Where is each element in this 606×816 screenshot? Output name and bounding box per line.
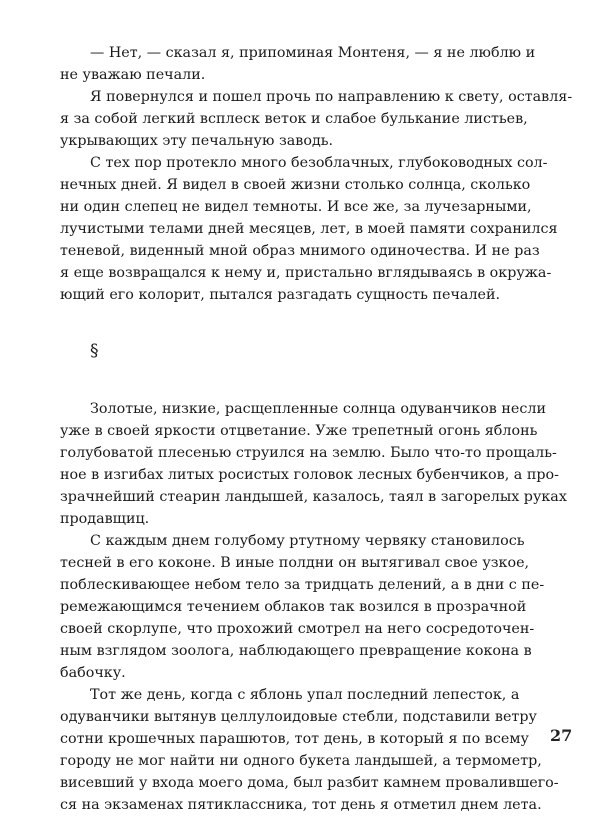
text-line: голубоватой плесенью струился на землю. Было что-то прощаль-	[60, 445, 557, 461]
text-line: нечных дней. Я видел в своей жизни столько солнца, сколько	[60, 177, 531, 193]
text-line: своей скорлупе, что прохожий смотрел на него сосредоточен-	[60, 621, 535, 637]
text-line: Я повернулся и пошел прочь по направлению к свету, оставля-	[90, 89, 573, 105]
text-line: я за собой легкий всплеск веток и слабое булькание листьев,	[60, 111, 528, 127]
paragraph-5	[60, 530, 545, 684]
text-line: уже в своей яркости отцветание. Уже трепетный огонь яблонь	[60, 423, 538, 439]
text-line: поблескивающее небом тело за тридцать делений, а в дни с пе-	[60, 577, 545, 593]
text-line: ремежающимся течением облаков так возился в прозрачной	[60, 599, 527, 615]
text-line: не уважаю печали.	[60, 67, 206, 83]
text-line: лучистыми телами дней месяцев, лет, в моей памяти сохранился	[60, 221, 558, 237]
paragraph-6	[60, 684, 559, 816]
paragraph-3	[60, 152, 558, 306]
text-line: зрачнейший стеарин ландышей, казалось, таял в загорелых руках	[60, 489, 567, 505]
text-line: — Нет, — сказал я, припоминая Монтеня, — я не люблю и	[90, 45, 536, 61]
text-line: я еще возвращался к нему и, пристально вглядываясь в окружа-	[60, 265, 552, 281]
text-line: висевший у входа моего дома, был разбит камнем провалившего-	[60, 775, 559, 791]
text-line: бабочку.	[60, 665, 126, 681]
text-line: ни один слепец не видел темноты. И все же, за лучезарными,	[60, 199, 532, 215]
text-line: С тех пор протекло много безоблачных, глубоководных сол-	[90, 155, 548, 171]
text-line: тесней в его коконе. В иные полдни он вытягивал свое узкое,	[60, 555, 530, 571]
text-line: С каждым днем голубому ртутному червяку становилось	[90, 533, 525, 549]
text-line: ное в изгибах литых росистых головок лесных бубенчиков, а про-	[60, 467, 559, 483]
text-line: городу не мог найти ни одного букета ландышей, а термометр,	[60, 753, 542, 769]
text-line: одуванчики вытянув целлулоидовые стебли, подставили ветру	[60, 709, 537, 725]
section-mark: §	[90, 341, 99, 361]
page-number: 27	[550, 726, 573, 745]
paragraph-1	[60, 42, 536, 86]
paragraph-2	[60, 86, 573, 152]
text-line: ным взглядом зоолога, наблюдающего превращение кокона в	[60, 643, 532, 659]
text-line: Тот же день, когда с яблонь упал последний лепесток, а	[90, 687, 520, 703]
paragraph-4	[60, 398, 567, 530]
text-line: сотни крошечных парашютов, тот день, в который я по всему	[60, 731, 529, 747]
text-line: теневой, виденный мной образ мнимого одиночества. И не раз	[60, 243, 540, 259]
text-line: продавщиц.	[60, 511, 150, 527]
text-line: ющий его колорит, пытался разгадать сущность печалей.	[60, 287, 501, 303]
text-line: ся на экзаменах пятиклассника, тот день я отметил днем лета.	[60, 797, 542, 813]
text-line: Золотые, низкие, расщепленные солнца одуванчиков несли	[90, 401, 546, 417]
text-line: укрывающих эту печальную заводь.	[60, 133, 334, 149]
